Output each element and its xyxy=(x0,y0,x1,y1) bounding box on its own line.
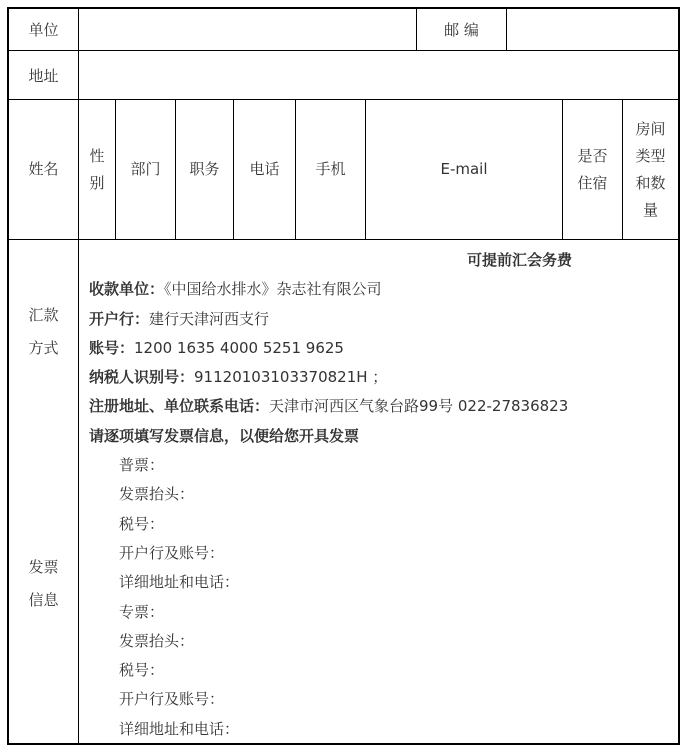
unit-row xyxy=(9,9,678,51)
invoice-item-title-2[interactable]: 发票抬头： xyxy=(119,631,195,650)
attendee-header-row xyxy=(9,100,678,240)
account-label: 账号： xyxy=(89,338,135,357)
payment-method-label: 汇款方式 xyxy=(28,305,59,357)
invoice-info-label-cell xyxy=(9,423,78,744)
address-value-cell[interactable] xyxy=(79,51,678,99)
payee-value: 《中国给水排水》杂志社有限公司 xyxy=(164,280,382,299)
address-row xyxy=(9,51,678,100)
unit-label-cell: 单位 xyxy=(9,9,79,50)
bank-label: 开户行： xyxy=(89,309,150,328)
invoice-item-address-phone-1[interactable]: 详细地址和电话： xyxy=(119,573,240,592)
header-cell-accommodation: 是否住宿 xyxy=(563,100,623,239)
header-cell-room-type: 房间类型和数量 xyxy=(635,119,666,219)
payment-invoice-row xyxy=(9,240,678,744)
bank-value: 建行天津河西支行 xyxy=(149,309,270,328)
header-cell-phone: 电话 xyxy=(234,100,296,239)
payee-label: 收款单位： xyxy=(89,280,165,299)
postal-code-value-cell[interactable] xyxy=(507,9,678,50)
invoice-item-special[interactable]: 专票： xyxy=(119,602,165,621)
address-label-cell: 地址 xyxy=(9,51,79,99)
registered-address-label: 注册地址、单位联系电话： xyxy=(89,397,270,416)
payment-method-label-cell xyxy=(9,240,78,423)
payment-line-bank xyxy=(89,305,668,334)
unit-value-cell[interactable] xyxy=(79,9,417,50)
payment-line-taxid xyxy=(89,363,668,392)
header-cell-department: 部门 xyxy=(116,100,176,239)
taxid-label: 纳税人识别号： xyxy=(89,368,195,387)
header-cell-position: 职务 xyxy=(176,100,234,239)
invoice-item-bank-account-2[interactable]: 开户行及账号： xyxy=(119,690,225,709)
invoice-item-general[interactable]: 普票： xyxy=(119,456,165,475)
payment-invoice-content xyxy=(79,240,678,744)
taxid-value: 91120103103370821H ； xyxy=(194,368,388,387)
payment-line-registered-address xyxy=(89,392,668,421)
registration-form-table xyxy=(7,7,680,745)
invoice-info-label: 发票信息 xyxy=(28,557,59,609)
invoice-instruction: 请逐项填写发票信息，以便给您开具发票 xyxy=(89,426,360,445)
invoice-item-bank-account-1[interactable]: 开户行及账号： xyxy=(119,543,225,562)
invoice-item-taxno-2[interactable]: 税号： xyxy=(119,661,165,680)
payment-line-payee xyxy=(89,275,668,304)
section-label-column xyxy=(9,240,79,744)
payment-line-account xyxy=(89,334,668,363)
invoice-item-taxno-1[interactable]: 税号： xyxy=(119,514,165,533)
postal-code-label-cell: 邮 编 xyxy=(417,9,507,50)
fee-note: 可提前汇会务费 xyxy=(467,251,573,269)
header-cell-mobile: 手机 xyxy=(296,100,366,239)
registered-address-value: 天津市河西区气象台路99号 022-27836823 xyxy=(269,397,569,416)
header-cell-name: 姓名 xyxy=(9,100,79,239)
header-cell-email: E-mail xyxy=(366,100,563,239)
account-value: 1200 1635 4000 5251 9625 xyxy=(134,338,344,357)
invoice-item-title-1[interactable]: 发票抬头： xyxy=(119,485,195,504)
invoice-item-address-phone-2[interactable]: 详细地址和电话： xyxy=(119,719,240,738)
header-cell-gender: 性别 xyxy=(79,100,116,239)
